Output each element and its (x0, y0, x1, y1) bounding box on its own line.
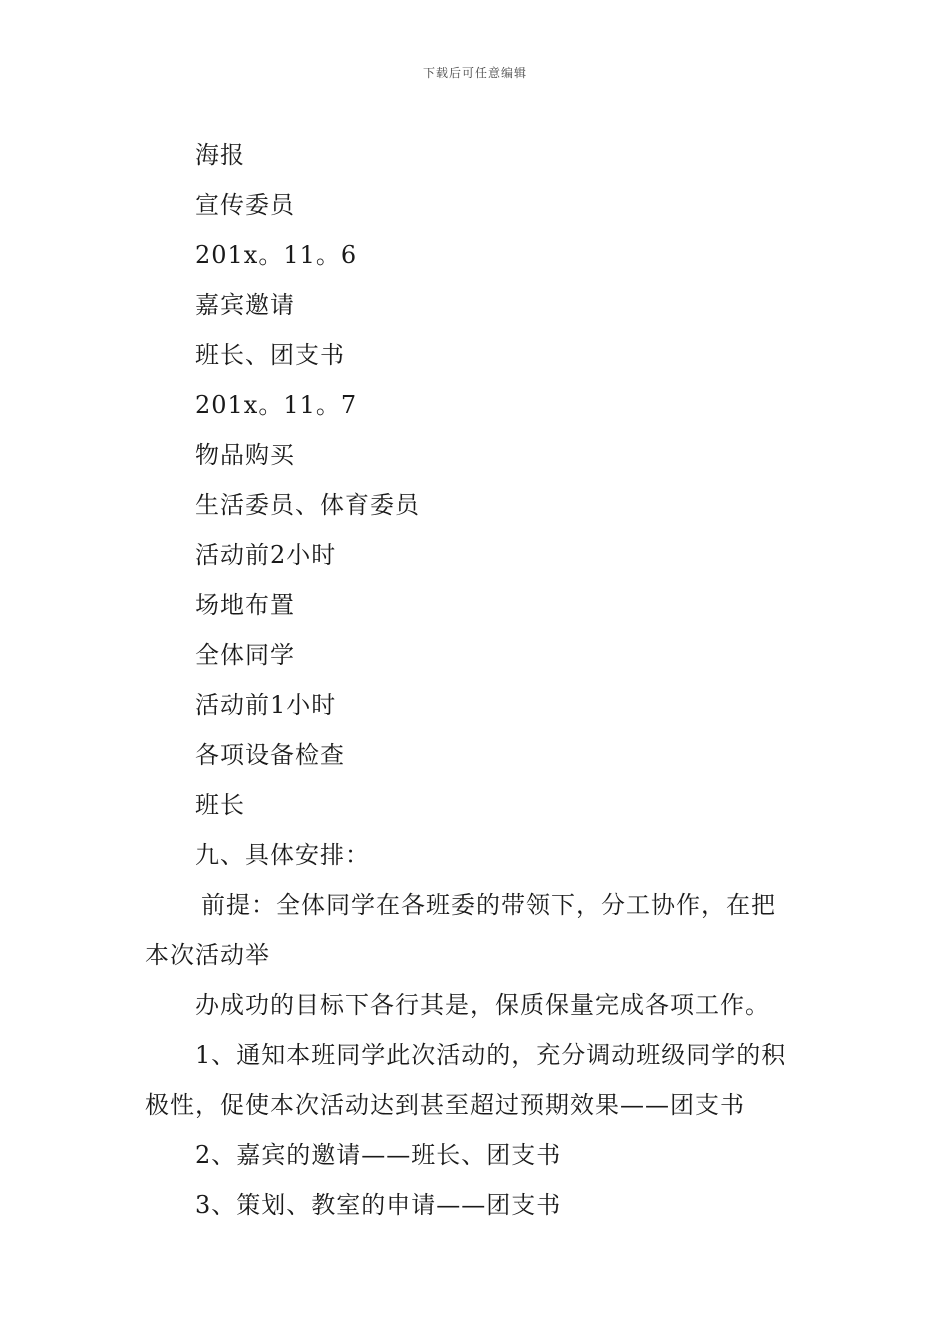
line-2-hours-before: 活动前2小时 (195, 541, 337, 569)
line-all-students: 全体同学 (195, 641, 295, 669)
section-heading-arrangement: 九、具体安排： (195, 841, 370, 869)
list-item-2: 2、嘉宾的邀请——班长、团支书 (195, 1141, 562, 1169)
line-publicity-officer: 宣传委员 (195, 191, 295, 219)
line-monitor: 班长 (195, 791, 245, 819)
line-guest-invitation: 嘉宾邀请 (195, 291, 295, 319)
list-item-1-line-1: 1、通知本班同学此次活动的，充分调动班级同学的积 (195, 1041, 787, 1069)
paragraph-premise-line-2: 本次活动举 (145, 941, 270, 969)
list-item-1-line-2: 极性，促使本次活动达到甚至超过预期效果——团支书 (145, 1091, 745, 1119)
document-body (145, 130, 810, 1230)
list-item-3: 3、策划、教室的申请——团支书 (195, 1191, 562, 1219)
line-venue-setup: 场地布置 (195, 591, 295, 619)
line-date-1106: 201x。11。6 (195, 241, 358, 269)
line-equipment-check: 各项设备检查 (195, 741, 345, 769)
paragraph-premise-line-3: 办成功的目标下各行其是，保质保量完成各项工作。 (195, 991, 770, 1019)
line-1-hour-before: 活动前1小时 (195, 691, 337, 719)
line-monitor-league-secretary: 班长、团支书 (195, 341, 345, 369)
page-header: 下载后可任意编辑 (422, 66, 527, 80)
paragraph-premise-line-1: 前提：全体同学在各班委的带领下，分工协作，在把 (201, 891, 776, 919)
line-poster: 海报 (195, 141, 245, 169)
line-life-sports-officers: 生活委员、体育委员 (195, 491, 420, 519)
line-purchase: 物品购买 (195, 441, 295, 469)
line-date-1107: 201x。11。7 (195, 391, 358, 419)
